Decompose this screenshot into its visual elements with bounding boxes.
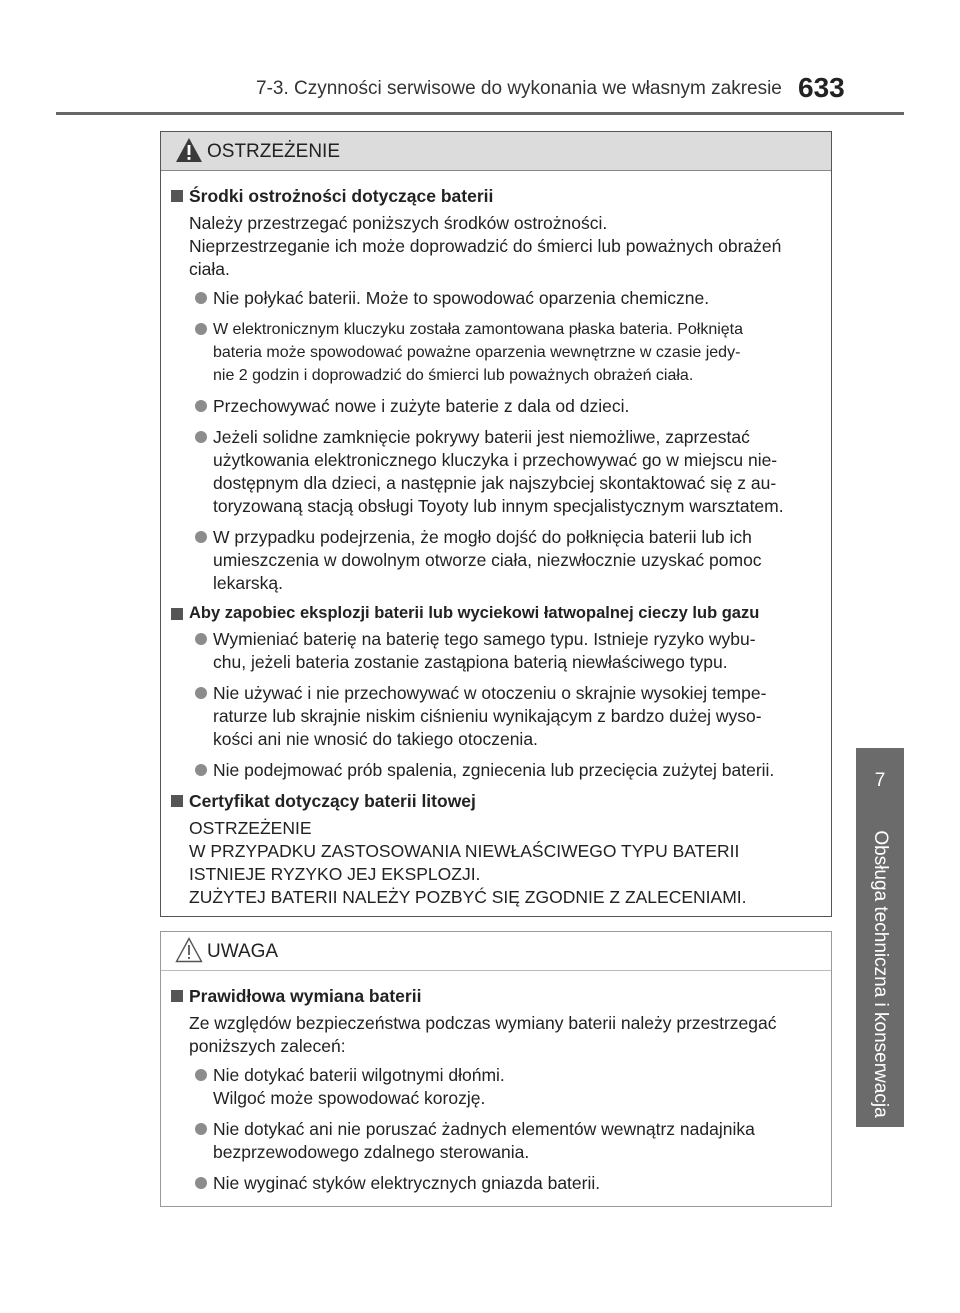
bullet-dot-icon: [195, 633, 207, 645]
page-number: 633: [798, 72, 845, 103]
bullet-dot-icon: [195, 764, 207, 776]
square-bullet-icon: [171, 608, 183, 620]
notice-header: [161, 932, 831, 971]
list-item: Wymieniać baterię na baterię tego samego typu. Istnieje ryzyko wybu- chu, jeżeli bateria zostanie zastąpiona baterią niewłaściwego typu.: [171, 628, 815, 674]
list-item: Przechowywać nowe i zużyte baterie z dala od dzieci.: [171, 395, 815, 418]
list-item: Nie używać i nie przechowywać w otoczeniu o skrajnie wysokiej tempe- raturze lub skrajnie niskim ciśnieniu wynikającym z bardzo dużej wyso- kości ani nie wnosić do takiego otoczenia.: [171, 682, 815, 751]
notice-title: UWAGA: [207, 941, 279, 962]
list-item: Nie dotykać ani nie poruszać żadnych elementów wewnątrz nadajnika bezprzewodowego zdalnego sterowania.: [171, 1118, 815, 1164]
caution-triangle-icon: [175, 937, 203, 963]
notice-box: [160, 931, 832, 1207]
chapter-number: 7: [874, 770, 886, 791]
bullet-dot-icon: [195, 431, 207, 443]
bullet-dot-icon: [195, 1069, 207, 1081]
chapter-tab-label: [856, 822, 904, 1127]
section-heading: Certyfikat dotyczący baterii litowej: [171, 791, 815, 812]
bullet-dot-icon: [195, 323, 207, 335]
list-item: Nie dotykać baterii wilgotnymi dłońmi. Wilgoć może spowodować korozję.: [171, 1064, 815, 1110]
warning-title: OSTRZEŻENIE: [207, 141, 341, 162]
warning-triangle-icon: [175, 137, 203, 163]
square-bullet-icon: [171, 990, 183, 1002]
header-rule: [56, 112, 904, 115]
section-heading: Środki ostrożności dotyczące baterii: [171, 186, 815, 207]
section-heading: Prawidłowa wymiana baterii: [171, 986, 815, 1007]
bullet-dot-icon: [195, 1123, 207, 1135]
list-item: Nie podejmować prób spalenia, zgniecenia lub przecięcia zużytej baterii.: [171, 759, 815, 782]
square-bullet-icon: [171, 190, 183, 202]
warning-box: [160, 131, 832, 917]
bullet-dot-icon: [195, 531, 207, 543]
list-item: Nie wyginać styków elektrycznych gniazda baterii.: [171, 1172, 815, 1195]
chapter-tab-number: [856, 748, 904, 822]
list-item: W elektronicznym kluczyku została zamontowana płaska bateria. Połknięta bateria może spowodować poważne oparzenia wewnętrzne w czasie jedy- nie 2 godzin i doprowadzić do śmierci lub poważnych obrażeń ciała.: [171, 318, 815, 387]
chapter-label: Obsługa techniczna i konserwacja: [870, 830, 891, 1118]
bullet-dot-icon: [195, 292, 207, 304]
square-bullet-icon: [171, 795, 183, 807]
header-title: 7-3. Czynności serwisowe do wykonania we własnym zakresie: [256, 78, 782, 99]
bullet-dot-icon: [195, 400, 207, 412]
list-item: Jeżeli solidne zamknięcie pokrywy baterii jest niemożliwe, zaprzestać użytkowania elektronicznego kluczyka i przechowywać go w miejscu nie- dostępnym dla dzieci, a następnie jak najszybciej skontaktować się z au- toryzowaną stacją obsługi Toyoty lub innym specjalistycznym warsztatem.: [171, 426, 815, 518]
list-item: W przypadku podejrzenia, że mogło dojść do połknięcia baterii lub ich umieszczenia w dowolnym otworze ciała, niezwłocznie uzyskać pomoc lekarską.: [171, 526, 815, 595]
section-heading: Aby zapobiec eksplozji baterii lub wyciekowi łatwopalnej cieczy lub gazu: [171, 604, 815, 623]
list-item: Nie połykać baterii. Może to spowodować oparzenia chemiczne.: [171, 287, 815, 310]
section-paragraph: OSTRZEŻENIE W PRZYPADKU ZASTOSOWANIA NIEWŁAŚCIWEGO TYPU BATERII ISTNIEJE RYZYKO JEJ EKSPLOZJI. ZUŻYTEJ BATERII NALEŻY POZBYĆ SIĘ ZGODNIE Z ZALECENIAMI.: [189, 818, 747, 907]
bullet-dot-icon: [195, 1177, 207, 1189]
section-paragraph: Należy przestrzegać poniższych środków ostrożności. Nieprzestrzeganie ich może doprowadzić do śmierci lub poważnych obrażeń ciała.: [189, 213, 782, 279]
warning-header: [161, 132, 831, 171]
bullet-dot-icon: [195, 687, 207, 699]
section-paragraph: Ze względów bezpieczeństwa podczas wymiany baterii należy przestrzegać poniższych zaleceń:: [189, 1013, 777, 1056]
